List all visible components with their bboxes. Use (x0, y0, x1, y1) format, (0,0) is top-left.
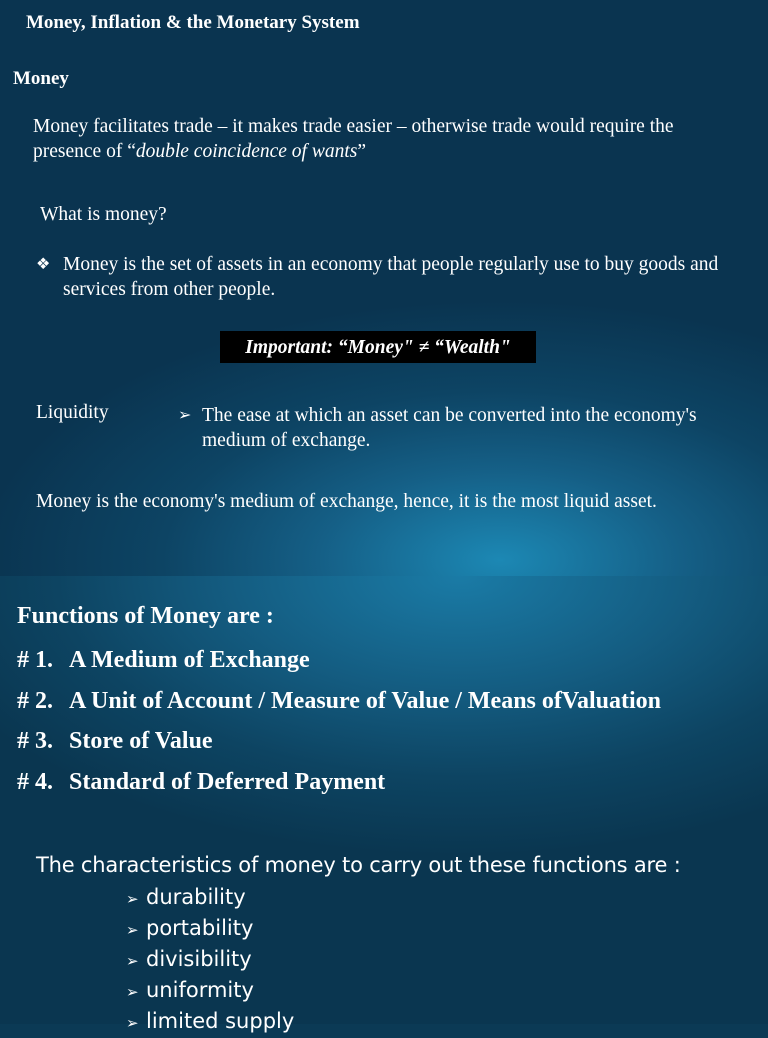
medium-paragraph: Money is the economy's medium of exchange, hence, it is the most liquid asset. (36, 491, 657, 512)
important-callout: Important: “Money" ≠ “Wealth" (220, 331, 536, 363)
trade-text: Money facilitates trade – it makes trade easier – otherwise trade would require the presence of “ (33, 116, 674, 162)
arrow-bullet-icon: ➢ (126, 921, 139, 939)
arrow-bullet-icon: ➢ (126, 983, 139, 1001)
characteristic-text: uniformity (146, 978, 254, 1002)
diamond-bullet-icon: ❖ (36, 256, 51, 273)
item-text: Store of Value (69, 728, 213, 754)
arrow-bullet-icon: ➢ (178, 407, 192, 424)
liquidity-definition-text: The ease at which an asset can be converted into the economy's medium of exchange. (202, 405, 697, 451)
arrow-bullet-icon: ➢ (126, 890, 139, 908)
list-item (126, 913, 294, 944)
characteristic-text: portability (146, 916, 254, 940)
trade-paragraph (33, 114, 733, 164)
item-text: Standard of Deferred Payment (69, 768, 386, 795)
trade-close-quote: ” (357, 141, 367, 162)
characteristic-text: divisibility (146, 947, 252, 971)
list-item (126, 975, 294, 1006)
functions-list (17, 642, 661, 804)
definition-text: Money is the set of assets in an economy that people regularly use to buy goods and services from other people. (63, 254, 719, 300)
list-item (126, 882, 294, 913)
list-item (17, 723, 661, 764)
item-number: # 2. (17, 687, 53, 714)
section-heading: Money (13, 68, 69, 89)
functions-title: Functions of Money are : (17, 603, 274, 629)
list-item (17, 683, 661, 724)
liquidity-definition (178, 403, 758, 453)
liquidity-label: Liquidity (36, 402, 109, 423)
trade-emphasis: double coincidence of wants (135, 141, 358, 162)
list-item (126, 944, 294, 975)
item-number: # 3. (17, 728, 53, 754)
item-number: # 1. (17, 647, 53, 673)
characteristics-list (126, 882, 294, 1037)
arrow-bullet-icon: ➢ (126, 1014, 139, 1032)
question-text: What is money? (40, 204, 167, 225)
list-item (17, 764, 661, 805)
definition-bullet (36, 252, 736, 302)
characteristics-intro: The characteristics of money to carry out these functions are : (36, 853, 681, 877)
list-item (126, 1006, 294, 1037)
item-number: # 4. (17, 768, 53, 795)
item-text: A Unit of Account / Measure of Value / Means ofValuation (69, 687, 662, 714)
characteristic-text: limited supply (146, 1009, 295, 1033)
arrow-bullet-icon: ➢ (126, 952, 139, 970)
characteristic-text: durability (146, 885, 246, 909)
item-text: A Medium of Exchange (69, 647, 310, 673)
slide-title: Money, Inflation & the Monetary System (26, 12, 360, 33)
list-item (17, 642, 661, 683)
